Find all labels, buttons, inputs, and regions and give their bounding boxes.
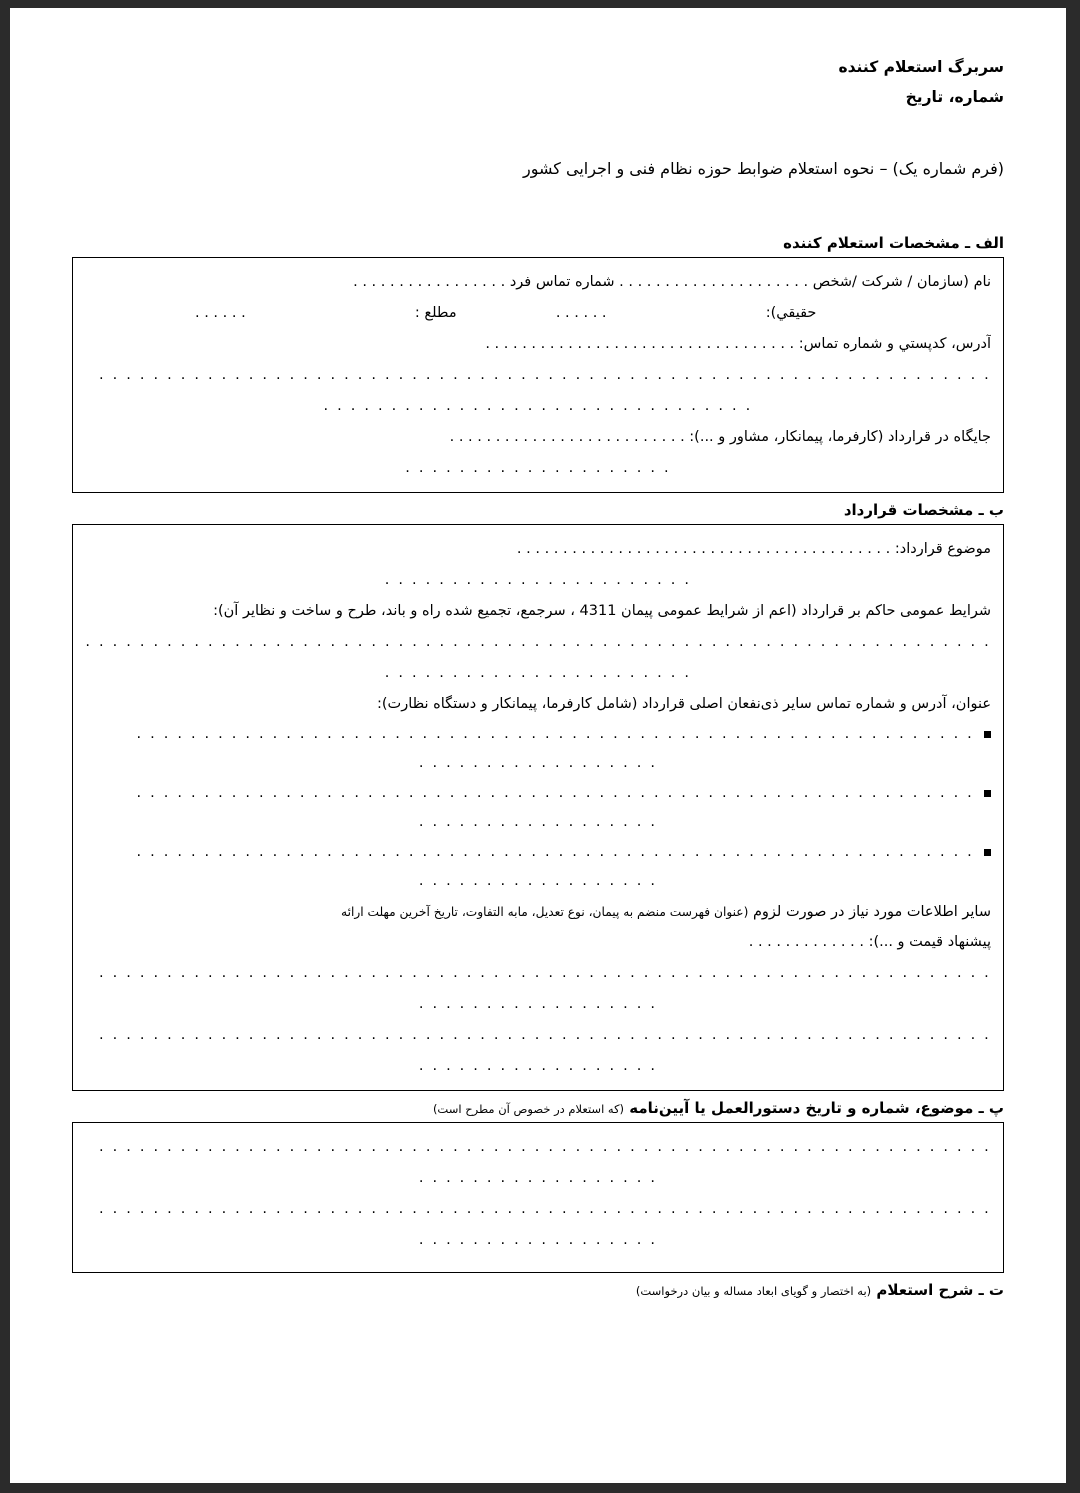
section-t-subtitle: (به اختصار و گویای ابعاد مساله و بیان درخواست) [635,1284,872,1298]
directive-dots-line1[interactable]: . . . . . . . . . . . . . . . . . . . . . . . . . . . . . . . . . . . . . . . . . . . . . . . . . . . . . . . . . . . . . . . . . . [99,1139,991,1155]
document-page [10,8,1066,1483]
section-a-row-7[interactable] [85,453,991,484]
section-a-row-2 [85,298,991,329]
other-info-dots-line2[interactable]: . . . . . . . . . . . . . . . . . . [418,996,658,1012]
section-p-title: پ ـ موضوع، شماره و تاریخ دستورالعمل یا آیین‌نامه [629,1099,1004,1117]
document-header [72,52,1004,112]
other-info-parenthetical: (عنوان فهرست منضم به پیمان، نوع تعدیل، مابه التفاوت، تاریخ آخرین مهلت ارائه [341,905,749,919]
other-info-dots-line3[interactable]: . . . . . . . . . . . . . . . . . . . . . . . . . . . . . . . . . . . . . . . . . . . . . . . . . . . . . . . . . . . . . . . . . . [99,1027,991,1043]
contract-role-dots-line2[interactable]: . . . . . . . . . . . . . . . . . . . . [405,460,671,476]
other-info-label: سایر اطلاعات مورد نیاز در صورت لزوم [752,904,991,920]
contract-role-label: جایگاه در قرارداد (کارفرما، پیمانکار، مشاور و ...): [689,429,991,445]
section-a-row-6 [85,422,991,453]
address-dots[interactable]: . . . . . . . . . . . . . . . . . . . . . . . . . . . . . . . . . . [485,336,795,352]
contract-subject-dots[interactable]: . . . . . . . . . . . . . . . . . . . . . . . . . . . . . . . . . . . . . . . . . [516,541,891,557]
contract-subject-dots-line2[interactable]: . . . . . . . . . . . . . . . . . . . . . . . [384,572,692,588]
section-a-row-5[interactable] [85,391,991,422]
general-conditions-dots-line2[interactable]: . . . . . . . . . . . . . . . . . . . . . . . [384,665,692,681]
section-p-row-3[interactable] [85,1194,991,1225]
other-info-dots-line4[interactable]: . . . . . . . . . . . . . . . . . . [418,1058,658,1074]
stakeholder-dots-2[interactable]: . . . . . . . . . . . . . . . . . . . . . . . . . . . . . . . . . . . . . . . . . . . . . . . . . . . . . . . . . . . . . . [136,785,974,801]
section-b-row-5[interactable] [85,658,991,689]
section-b-row-10[interactable] [85,989,991,1020]
section-b-label: ب ـ مشخصات قرارداد [843,501,1004,519]
section-b-row-3 [85,596,991,627]
section-p-box [72,1122,1004,1273]
section-p-row-2[interactable] [85,1163,991,1194]
section-a-box [72,257,1004,493]
price-proposal-dots[interactable]: . . . . . . . . . . . . . [748,934,864,950]
contact-number-dots[interactable]: . . . . . . . . . . . . . . . . . [353,274,506,290]
section-b-row-12[interactable] [85,1051,991,1082]
contract-role-dots[interactable]: . . . . . . . . . . . . . . . . . . . . . . . . . . [449,429,685,445]
other-info-dots-line1[interactable]: . . . . . . . . . . . . . . . . . . . . . . . . . . . . . . . . . . . . . . . . . . . . . . . . . . . . . . . . . . . . . . . . . . [99,965,991,981]
square-bullet-icon [984,790,991,797]
contact-number-label: شماره تماس فرد [509,274,615,290]
section-b-row-9[interactable] [85,958,991,989]
stakeholders-label: عنوان، آدرس و شماره تماس سایر ذی‌نفعان اصلی قرارداد (شامل کارفرما، پیمانکار و دستگاه نظارت): [377,696,991,712]
legal-person-label: حقیقي): [765,305,817,321]
section-p-label [72,1099,1004,1117]
general-conditions-dots-line1[interactable]: . . . . . . . . . . . . . . . . . . . . . . . . . . . . . . . . . . . . . . . . . . . . . . . . . . . . . . . . . . . . . . . . . . . [85,634,991,650]
section-b-row-7 [85,897,991,927]
section-p-row-4[interactable] [85,1225,991,1256]
section-p-row-1[interactable] [85,1132,991,1163]
section-b-row-8 [85,927,991,958]
stakeholder-sub-dots-1[interactable]: . . . . . . . . . . . . . . . . . . [418,755,658,771]
stakeholder-sub-dots-3[interactable]: . . . . . . . . . . . . . . . . . . [418,873,658,889]
section-b-row-11[interactable] [85,1020,991,1051]
address-label: آدرس، کدپستي و شماره تماس: [798,336,991,352]
directive-dots-line4[interactable]: . . . . . . . . . . . . . . . . . . [418,1232,658,1248]
section-a-row2-trailing-dots[interactable]: . . . . . . [195,305,246,321]
stakeholder-subline-3[interactable] [85,866,991,897]
stakeholder-dots-1[interactable]: . . . . . . . . . . . . . . . . . . . . . . . . . . . . . . . . . . . . . . . . . . . . . . . . . . . . . . . . . . . . . . [136,726,974,742]
section-a-label: الف ـ مشخصات استعلام کننده [783,234,1004,252]
section-b-row-4[interactable] [85,627,991,658]
general-conditions-label: شرایط عمومی حاکم بر قرارداد (اعم از شرایط عمومی پیمان 4311 ، سرجمع، تجمیع شده راه و باند، طرح و ساخت و نظایر آن): [213,603,991,619]
stakeholder-sub-dots-2[interactable]: . . . . . . . . . . . . . . . . . . [418,814,658,830]
price-proposal-label: پیشنهاد قیمت و ...): [868,934,991,950]
section-a-row-3 [85,329,991,360]
directive-dots-line3[interactable]: . . . . . . . . . . . . . . . . . . . . . . . . . . . . . . . . . . . . . . . . . . . . . . . . . . . . . . . . . . . . . . . . . . [99,1201,991,1217]
stakeholder-item-3 [85,838,991,866]
stakeholder-item-2 [85,779,991,807]
contract-subject-label: موضوع قرارداد: [894,541,991,557]
section-p-subtitle: (که استعلام در خصوص آن مطرح است) [432,1102,625,1116]
section-b-box [72,524,1004,1091]
address-dots-line3[interactable]: . . . . . . . . . . . . . . . . . . . . . . . . . . . . . . . . [323,398,753,414]
stakeholder-subline-2[interactable] [85,807,991,838]
square-bullet-icon [984,849,991,856]
header-line-1: سربرگ استعلام کننده [838,58,1004,76]
address-dots-line2[interactable]: . . . . . . . . . . . . . . . . . . . . . . . . . . . . . . . . . . . . . . . . . . . . . . . . . . . . . . . . . . . . . . . . . . [99,367,991,383]
header-line-2: شماره، تاریخ [905,88,1004,106]
org-name-dots[interactable]: . . . . . . . . . . . . . . . . . . . . . [619,274,809,290]
section-b-row-2[interactable] [85,565,991,596]
square-bullet-icon [984,731,991,738]
org-name-label: نام (سازمان / شرکت /شخص [812,274,991,290]
informed-person-dots[interactable]: . . . . . . [555,305,607,321]
stakeholder-dots-3[interactable]: . . . . . . . . . . . . . . . . . . . . . . . . . . . . . . . . . . . . . . . . . . . . . . . . . . . . . . . . . . . . . . [136,844,974,860]
section-t-label [72,1281,1004,1299]
stakeholder-subline-1[interactable] [85,748,991,779]
section-b-row-6 [85,689,991,720]
stakeholder-item-1 [85,720,991,748]
informed-person-label: مطلع : [414,305,457,321]
section-b-row-1 [85,534,991,565]
form-title: (فرم شماره یک) – نحوه استعلام ضوابط حوزه نظام فنی و اجرایی کشور [523,159,1004,178]
section-a-row-4[interactable] [85,360,991,391]
section-a-row-1 [85,267,991,298]
section-t-title: ت ـ شرح استعلام [876,1281,1004,1299]
directive-dots-line2[interactable]: . . . . . . . . . . . . . . . . . . [418,1170,658,1186]
